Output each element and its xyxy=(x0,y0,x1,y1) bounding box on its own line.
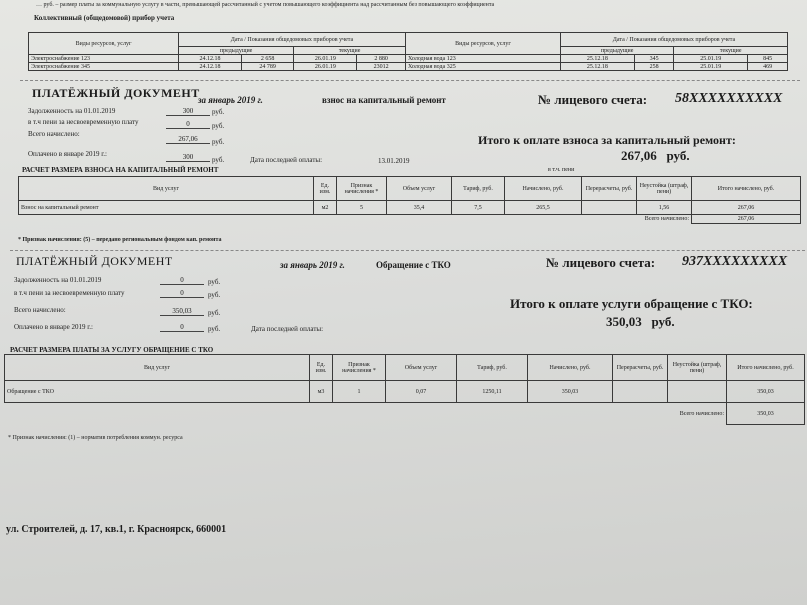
doc1-penalty-value: 0 xyxy=(166,120,210,129)
table-cell: Электроснабжение 345 xyxy=(29,63,179,71)
table-cell: 25.12.18 xyxy=(560,55,634,63)
table-cell: Всего начислено: xyxy=(5,403,727,425)
doc1-service: взнос на капитальный ремонт xyxy=(322,95,446,105)
table-cell: Взнос на капитальный ремонт xyxy=(19,201,314,215)
table-cell: 7,5 xyxy=(452,201,505,215)
doc2-title: ПЛАТЁЖНЫЙ ДОКУМЕНТ xyxy=(16,254,173,268)
doc1-debt-value: 300 xyxy=(166,107,210,116)
meter-section-title: Коллективный (общедомовой) прибор учета xyxy=(34,14,175,22)
doc2-penalty-value: 0 xyxy=(160,289,204,298)
table-header: Итого начислено, руб. xyxy=(692,177,801,201)
table-header: Виды ресурсов, услуг xyxy=(405,33,560,55)
table-cell: 350,03 xyxy=(528,381,613,403)
table-cell: 350,03 xyxy=(727,381,805,403)
currency-label: руб. xyxy=(212,122,225,130)
table-cell: м2 xyxy=(314,201,337,215)
doc1-period: за январь 2019 г. xyxy=(198,95,263,105)
table-header: Начислено, руб. xyxy=(505,177,582,201)
currency-label: руб. xyxy=(208,278,221,286)
table-cell: 26.01.19 xyxy=(294,55,357,63)
doc2-penalty-label: в т.ч пени за несвоевременную плату xyxy=(14,289,125,297)
table-cell: 265,5 xyxy=(505,201,582,215)
table-cell xyxy=(613,381,668,403)
table-header: Дата / Показания общедомовых приборов учета xyxy=(560,33,787,47)
address: ул. Строителей, д. 17, кв.1, г. Красноярск, 660001 xyxy=(6,524,227,535)
table-header: Перерасчеты, руб. xyxy=(582,177,637,201)
table-header: Объем услуг xyxy=(386,355,457,381)
meter-readings-table xyxy=(28,32,788,71)
doc1-title: ПЛАТЁЖНЫЙ ДОКУМЕНТ xyxy=(32,86,200,100)
table-header: Вид услуг xyxy=(5,355,310,381)
table-header: Неустойка (штраф, пени) xyxy=(637,177,692,201)
doc2-debt-label: Задолженность на 01.01.2019 xyxy=(14,276,102,284)
table-header: Дата / Показания общедомовых приборов учета xyxy=(179,33,406,47)
table-header: Вид услуг xyxy=(19,177,314,201)
table-cell: Холодная вода 123 xyxy=(405,55,560,63)
table-cell xyxy=(668,381,727,403)
doc1-account-number: 58XXXXXXXXXX xyxy=(675,91,783,106)
doc2-calc-table xyxy=(4,354,805,425)
table-header: Тариф, руб. xyxy=(452,177,505,201)
doc1-penalty-label: в т.ч пени за несвоевременную плату xyxy=(28,118,139,126)
table-header: предыдущие xyxy=(179,47,294,55)
table-header: текущие xyxy=(674,47,788,55)
table-cell: 5 xyxy=(337,201,387,215)
table-cell: 0,07 xyxy=(386,381,457,403)
table-header: Ед. изм. xyxy=(314,177,337,201)
table-cell: 25.01.19 xyxy=(674,55,748,63)
cut-line xyxy=(10,250,805,251)
table-cell: 2 880 xyxy=(357,55,406,63)
table-header: Перерасчеты, руб. xyxy=(613,355,668,381)
doc2-charged-label: Всего начислено: xyxy=(14,306,66,314)
doc1-calc-title: РАСЧЕТ РАЗМЕРА ВЗНОСА НА КАПИТАЛЬНЫЙ РЕМОНТ xyxy=(22,166,219,174)
doc1-last-payment-label: Дата последней оплаты: xyxy=(250,156,323,164)
doc1-paid-value: 300 xyxy=(166,153,210,162)
doc1-debt-label: Задолженность на 01.01.2019 xyxy=(28,107,116,115)
table-cell: Обращение с ТКО xyxy=(5,381,310,403)
table-cell: 24.12.18 xyxy=(179,55,242,63)
doc1-including-label: в т.ч. пени xyxy=(548,167,575,173)
table-cell: 469 xyxy=(748,63,788,71)
table-cell: 35,4 xyxy=(387,201,452,215)
doc1-account-label: № лицевого счета: xyxy=(538,92,648,107)
table-cell: Всего начислено: xyxy=(19,215,692,224)
table-header: Ед. изм. xyxy=(310,355,333,381)
table-cell: 345 xyxy=(634,55,674,63)
cut-line xyxy=(20,80,800,81)
doc2-charged-value: 350,03 xyxy=(160,307,204,316)
table-header: предыдущие xyxy=(560,47,673,55)
table-header: Начислено, руб. xyxy=(528,355,613,381)
table-cell: 1250,11 xyxy=(457,381,528,403)
doc1-total-value: 267,06 руб. xyxy=(621,148,690,163)
currency-label: руб. xyxy=(212,138,225,146)
table-cell: 350,03 xyxy=(727,403,805,425)
doc1-paid-label: Оплачено в январе 2019 г.: xyxy=(28,150,107,158)
table-cell: 25.12.18 xyxy=(560,63,634,71)
doc2-account-label: № лицевого счета: xyxy=(546,255,656,270)
currency-label: руб. xyxy=(208,291,221,299)
doc1-footnote: * Признак начисления: (5) – передано региональным фондом кап. ремонта xyxy=(18,237,222,243)
doc1-total-label: Итого к оплате взноса за капитальный ремонт: xyxy=(478,133,736,147)
table-cell xyxy=(582,201,637,215)
currency-label: руб. xyxy=(212,156,225,164)
table-cell: 25.01.19 xyxy=(674,63,748,71)
doc2-account-number: 937XXXXXXXXX xyxy=(682,254,788,269)
table-cell: 24.12.18 xyxy=(179,63,242,71)
table-cell: м3 xyxy=(310,381,333,403)
table-cell: 24 789 xyxy=(242,63,294,71)
doc2-service: Обращение с ТКО xyxy=(376,260,451,270)
doc2-last-payment-label: Дата последней оплаты: xyxy=(251,325,324,333)
currency-label: руб. xyxy=(212,108,225,116)
doc2-period: за январь 2019 г. xyxy=(280,260,345,270)
doc2-paid-label: Оплачено в январе 2019 г.: xyxy=(14,323,93,331)
doc2-paid-value: 0 xyxy=(160,323,204,332)
doc2-footnote: * Признак начисления: (1) – норматив потребления коммун. ресурса xyxy=(8,435,183,441)
table-cell: 1 xyxy=(333,381,386,403)
table-header: текущие xyxy=(294,47,406,55)
currency-label: руб. xyxy=(208,325,221,333)
table-cell: Электроснабжение 123 xyxy=(29,55,179,63)
table-header: Тариф, руб. xyxy=(457,355,528,381)
table-cell: 267,06 xyxy=(692,201,801,215)
currency-label: руб. xyxy=(208,309,221,317)
top-note: … руб. – размер платы за коммунальную услугу в части, превышающей рассчитанный с учетом повышающего коэффициента над рассчитанным без повышающего коэффициента xyxy=(36,2,495,8)
doc2-calc-title: РАСЧЕТ РАЗМЕРА ПЛАТЫ ЗА УСЛУГУ ОБРАЩЕНИЕ С ТКО xyxy=(10,346,214,354)
table-header: Неустойка (штраф, пени) xyxy=(668,355,727,381)
table-header: Виды ресурсов, услуг xyxy=(29,33,179,55)
doc1-charged-label: Всего начислено: xyxy=(28,130,80,138)
doc2-total-value: 350,03 руб. xyxy=(606,314,675,329)
doc1-last-payment-date: 13.01.2019 xyxy=(378,157,410,165)
table-cell: 2 658 xyxy=(242,55,294,63)
table-header: Итого начислено, руб. xyxy=(727,355,805,381)
doc2-debt-value: 0 xyxy=(160,276,204,285)
table-header: Объем услуг xyxy=(387,177,452,201)
table-header: Признак начисления * xyxy=(337,177,387,201)
table-cell: 267,06 xyxy=(692,215,801,224)
doc2-total-label: Итого к оплате услуги обращение с ТКО: xyxy=(510,296,753,311)
table-cell: 845 xyxy=(748,55,788,63)
doc1-calc-table xyxy=(18,176,801,224)
table-cell: 26.01.19 xyxy=(294,63,357,71)
table-cell: Холодная вода 325 xyxy=(405,63,560,71)
doc1-charged-value: 267,06 xyxy=(166,135,210,144)
table-cell: 23012 xyxy=(357,63,406,71)
table-cell: 1,56 xyxy=(637,201,692,215)
table-header: Признак начисления * xyxy=(333,355,386,381)
table-cell: 258 xyxy=(634,63,674,71)
